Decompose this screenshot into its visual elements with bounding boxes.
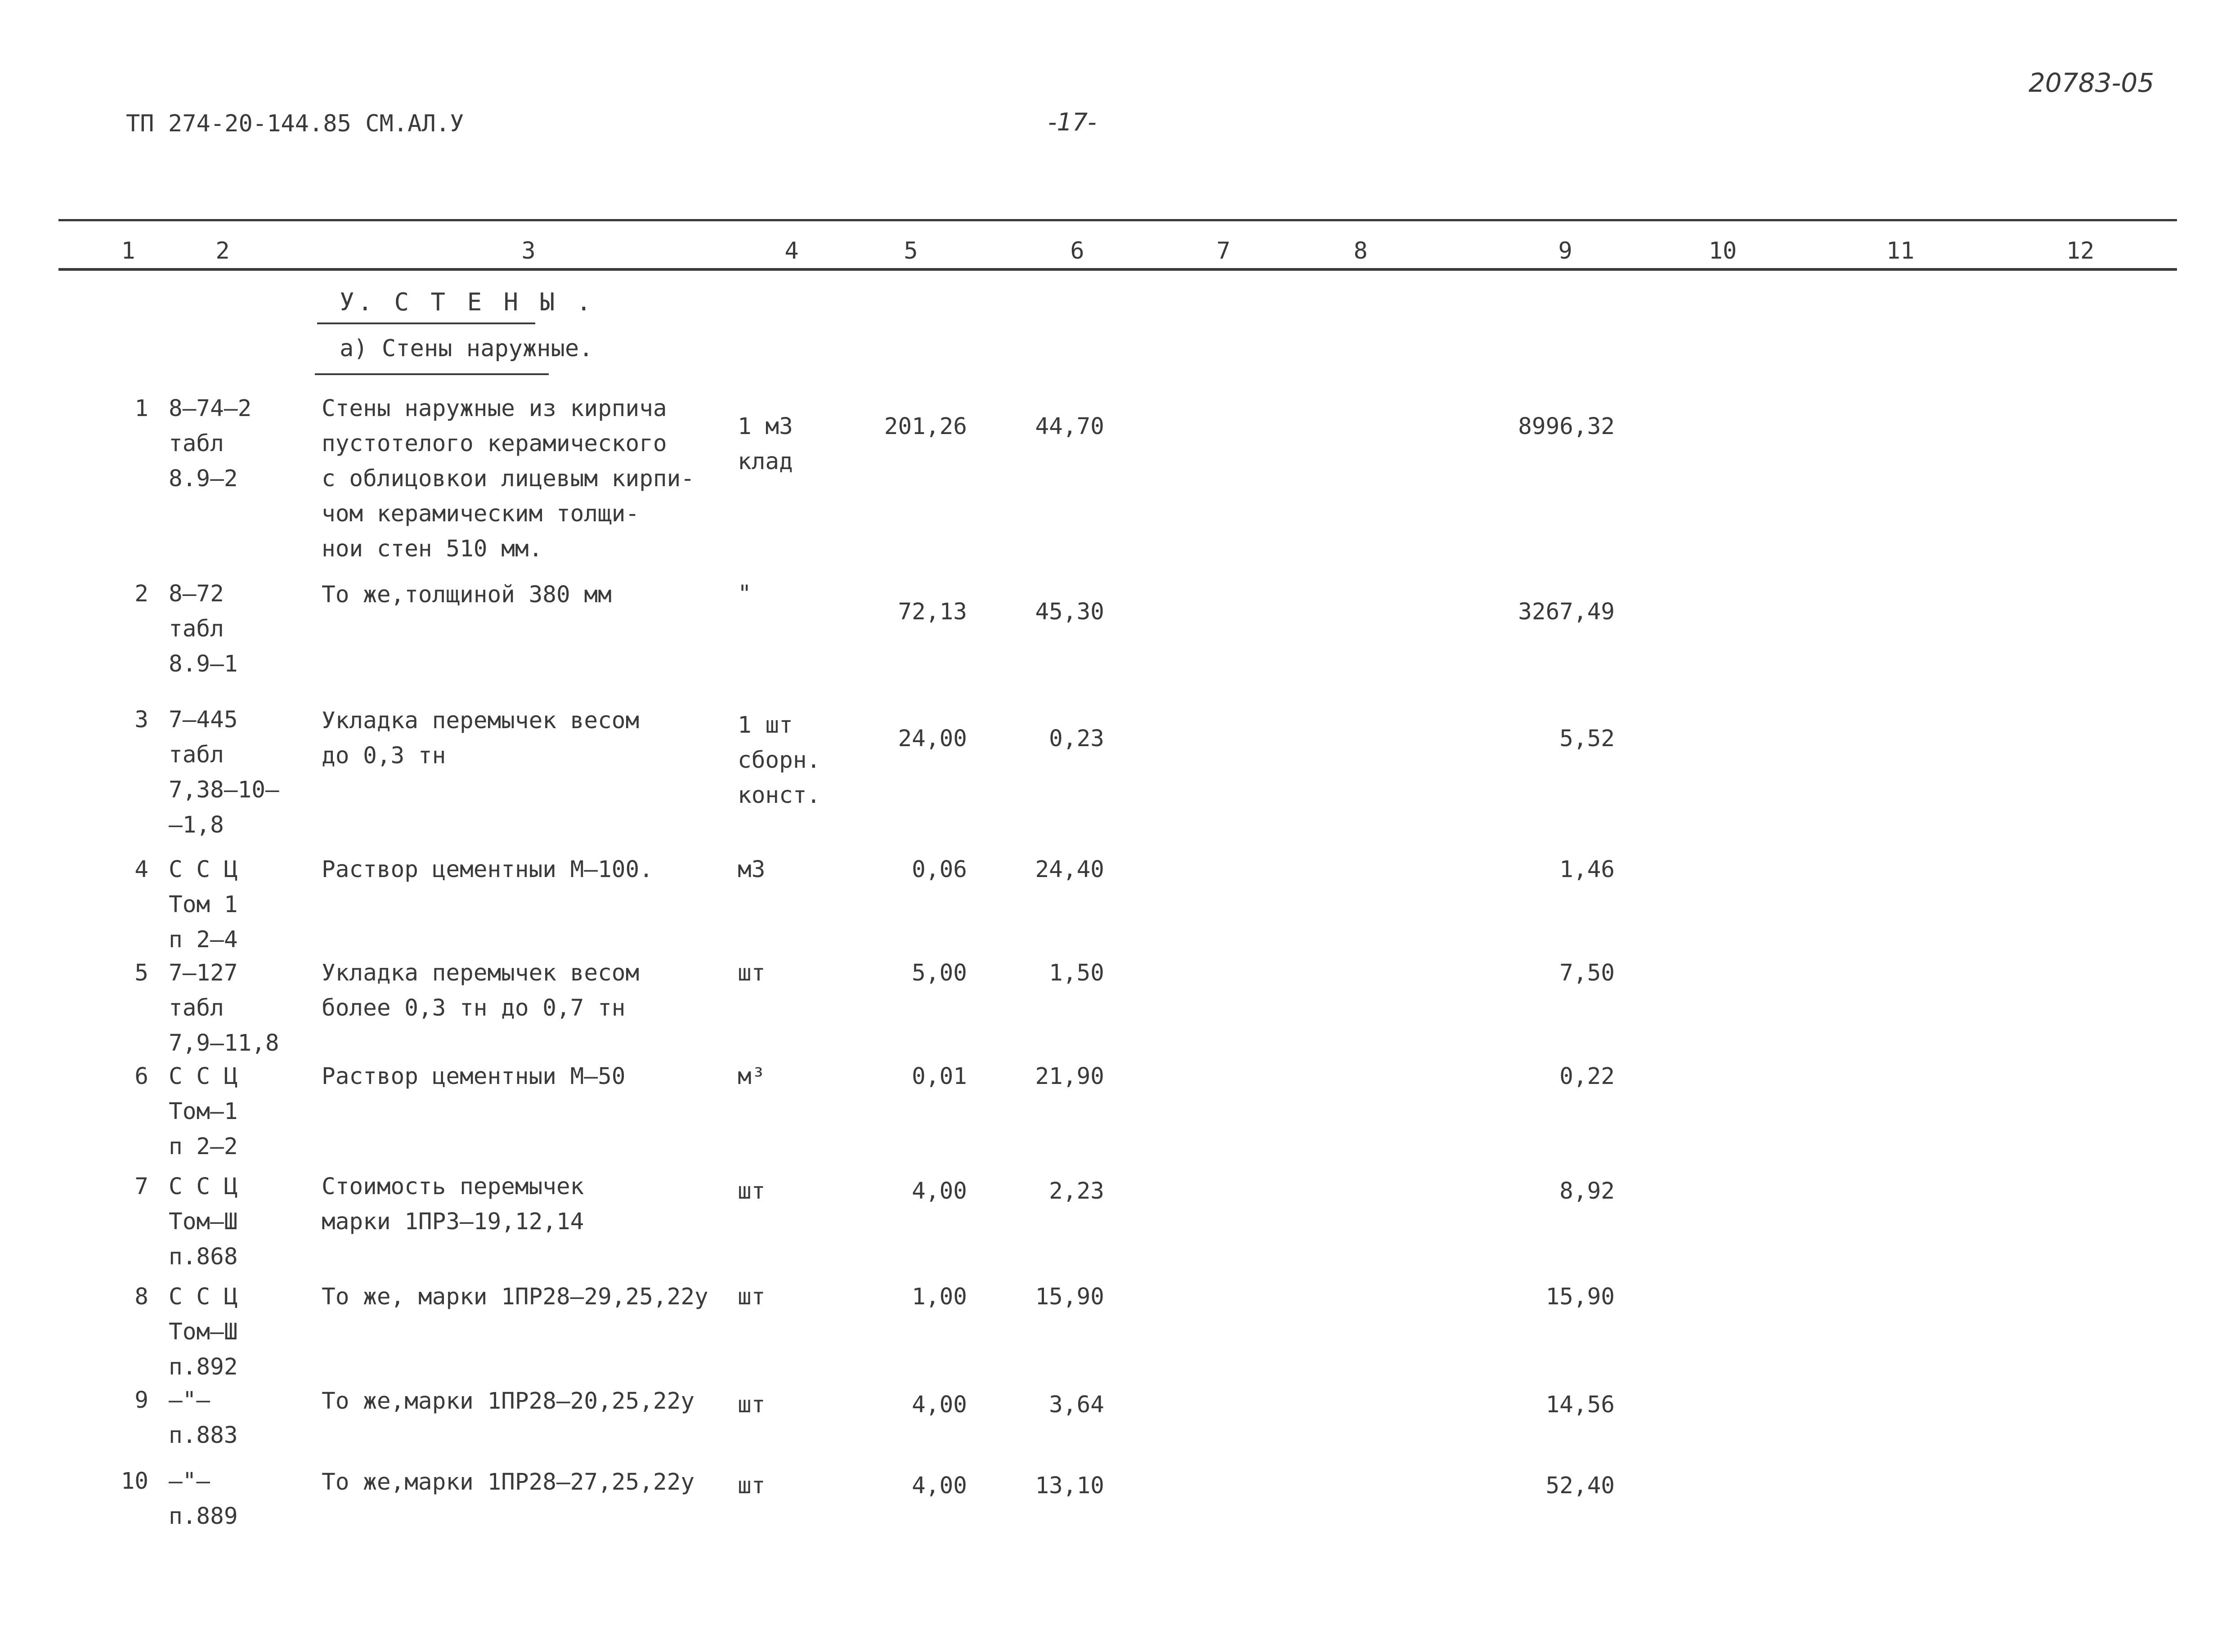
rate-code [169, 1169, 238, 1275]
work-description-line: марки 1ПР3–19,12,14 [322, 1209, 584, 1235]
row-number: 4 [134, 856, 148, 883]
column-number: 11 [1886, 237, 1915, 264]
work-description [322, 1059, 626, 1094]
unit [738, 1388, 765, 1423]
quantity: 1,00 [912, 1284, 967, 1310]
rate-code-line: С С Ц [169, 1284, 238, 1310]
unit-line: конст. [738, 782, 821, 809]
work-description-line: Укладка перемычек весом [322, 707, 640, 734]
unit [738, 409, 793, 479]
unit-price: 0,23 [1049, 725, 1104, 752]
unit-price: 21,90 [1035, 1063, 1104, 1090]
unit-price: 3,64 [1049, 1392, 1104, 1418]
column-number: 5 [904, 237, 918, 264]
work-description-line: Стены наружные из кирпича [322, 395, 667, 422]
rate-code-line: С С Ц [169, 1173, 238, 1200]
quantity: 24,00 [898, 725, 967, 752]
section-title: У. С Т Е Н Ы . [340, 288, 595, 316]
rate-code-line: Том–Ш [169, 1209, 238, 1235]
unit-price: 45,30 [1035, 599, 1104, 625]
rate-code-line: п 2–4 [169, 927, 238, 953]
work-description [322, 1384, 694, 1419]
rate-code-line: Том–Ш [169, 1319, 238, 1345]
work-description [322, 578, 612, 613]
unit [738, 1468, 765, 1504]
rate-code-line: п.892 [169, 1354, 238, 1380]
total-cost: 15,90 [1545, 1284, 1615, 1310]
rate-code-line: 7,9–11,8 [169, 1030, 279, 1057]
column-number: 4 [784, 237, 799, 264]
total-cost: 1,46 [1559, 856, 1615, 883]
row-number: 6 [134, 1063, 148, 1090]
rate-code [169, 1383, 238, 1453]
work-description-line: То же,марки 1ПР28–27,25,22у [322, 1469, 695, 1495]
rate-code-line: 8–72 [169, 581, 224, 607]
rate-code-line: 8–74–2 [169, 395, 252, 422]
section-title-underline [317, 322, 535, 324]
work-description-line: до 0,3 тн [322, 743, 446, 769]
rate-code [169, 703, 279, 843]
work-description-line: пустотелого керамического [322, 430, 667, 457]
rate-code-line: 7–127 [169, 960, 238, 986]
quantity: 201,26 [884, 413, 967, 440]
rate-code-line: 8.9–2 [169, 466, 238, 492]
work-description [322, 703, 639, 774]
quantity: 4,00 [912, 1178, 967, 1204]
column-number: 10 [1708, 237, 1737, 264]
quantity: 0,01 [912, 1063, 967, 1090]
unit-line: " [738, 581, 752, 607]
quantity: 0,06 [912, 856, 967, 883]
table-header-rule [58, 268, 2177, 271]
unit-price: 24,40 [1035, 856, 1104, 883]
rate-code [169, 1280, 238, 1385]
unit-line: шт [738, 1284, 766, 1310]
rate-code [169, 852, 238, 958]
row-number: 5 [134, 960, 148, 986]
row-number: 9 [134, 1387, 148, 1414]
unit-line: сборн. [738, 747, 821, 774]
work-description-line: Раствор цементныи М–50 [322, 1063, 626, 1090]
section-subtitle-underline [315, 373, 549, 375]
row-number: 8 [134, 1284, 148, 1310]
total-cost: 7,50 [1559, 960, 1615, 986]
work-description-line: Раствор цементныи М–100. [322, 856, 653, 883]
work-description [322, 1169, 584, 1240]
rate-code-line: п.889 [169, 1503, 238, 1530]
rate-code-line: –1,8 [169, 812, 224, 838]
row-number: 10 [121, 1468, 148, 1495]
column-number: 2 [215, 237, 230, 264]
unit-line: шт [738, 1178, 766, 1204]
unit-line: шт [738, 960, 766, 986]
row-number: 7 [134, 1173, 148, 1200]
unit-price: 1,50 [1049, 960, 1104, 986]
column-number: 9 [1558, 237, 1572, 264]
rate-code-line: п 2–2 [169, 1133, 238, 1160]
section-subtitle: а) Стены наружные. [340, 335, 593, 362]
unit [738, 577, 752, 612]
rate-code-line: табл [169, 616, 224, 642]
work-description-line: То же,марки 1ПР28–20,25,22у [322, 1388, 695, 1415]
unit-price: 2,23 [1049, 1178, 1104, 1204]
rate-code-line: 7–445 [169, 707, 238, 733]
column-number: 7 [1216, 237, 1231, 264]
work-description-line: То же,толщиной 380 мм [322, 582, 612, 608]
unit-line: м³ [738, 1063, 766, 1090]
column-number: 6 [1070, 237, 1084, 264]
work-description-line: чом керамическим толщи- [322, 501, 640, 527]
work-description [322, 1465, 694, 1500]
work-description [322, 852, 653, 887]
rate-code-line: С С Ц [169, 856, 238, 883]
total-cost: 3267,49 [1518, 599, 1615, 625]
work-description-line: с облицовкои лицевым кирпи- [322, 466, 695, 492]
page-number: -17- [1048, 108, 1097, 136]
rate-code-line: С С Ц [169, 1063, 238, 1090]
unit [738, 1280, 765, 1315]
unit [738, 1174, 765, 1209]
rate-code-line: табл [169, 995, 224, 1021]
total-cost: 5,52 [1559, 725, 1615, 752]
unit-line: 1 шт [738, 712, 793, 739]
work-description-line: более 0,3 тн до 0,7 тн [322, 995, 626, 1021]
table-top-rule [58, 219, 2177, 221]
unit-line: м3 [738, 856, 766, 883]
rate-code-line: п.883 [169, 1422, 238, 1449]
unit-line: клад [738, 448, 793, 475]
work-description [322, 391, 694, 567]
rate-code [169, 577, 238, 682]
rate-code-line: табл [169, 430, 224, 457]
document-code: ТП 274-20-144.85 СМ.АЛ.У [126, 110, 464, 137]
unit-price: 15,90 [1035, 1284, 1104, 1310]
rate-code-line: –"– [169, 1387, 211, 1414]
total-cost: 14,56 [1545, 1392, 1615, 1418]
unit-price: 13,10 [1035, 1473, 1104, 1499]
row-number: 2 [134, 581, 148, 607]
work-description-line: Стоимость перемычек [322, 1173, 584, 1200]
rate-code [169, 1464, 238, 1534]
row-number: 3 [134, 707, 148, 733]
column-number: 12 [2066, 237, 2095, 264]
unit [738, 852, 765, 887]
total-cost: 8,92 [1559, 1178, 1615, 1204]
rate-code [169, 1059, 238, 1164]
rate-code-line: п.868 [169, 1244, 238, 1270]
column-number: 8 [1353, 237, 1368, 264]
rate-code [169, 956, 279, 1061]
row-number: 1 [134, 395, 148, 422]
rate-code-line: 8.9–1 [169, 651, 238, 677]
quantity: 5,00 [912, 960, 967, 986]
total-cost: 0,22 [1559, 1063, 1615, 1090]
unit-price: 44,70 [1035, 413, 1104, 440]
work-description-line: нои стен 510 мм. [322, 536, 543, 562]
rate-code-line: –"– [169, 1468, 211, 1495]
quantity: 72,13 [898, 599, 967, 625]
rate-code-line: Том 1 [169, 891, 238, 918]
unit-line: шт [738, 1473, 766, 1499]
quantity: 4,00 [912, 1473, 967, 1499]
rate-code-line: 7,38–10– [169, 777, 279, 803]
unit [738, 956, 765, 991]
rate-code [169, 391, 251, 497]
work-description-line: Укладка перемычек весом [322, 960, 640, 986]
column-number: 1 [121, 237, 135, 264]
work-description-line: То же, марки 1ПР28–29,25,22у [322, 1284, 708, 1310]
column-number: 3 [521, 237, 536, 264]
work-description [322, 1280, 708, 1315]
total-cost: 8996,32 [1518, 413, 1615, 440]
rate-code-line: табл [169, 742, 224, 768]
unit-line: шт [738, 1392, 766, 1418]
work-description [322, 956, 639, 1026]
total-cost: 52,40 [1545, 1473, 1615, 1499]
unit [738, 1059, 765, 1094]
archive-number: 20783-05 [2029, 67, 2154, 98]
unit [738, 708, 820, 813]
quantity: 4,00 [912, 1392, 967, 1418]
rate-code-line: Том–1 [169, 1098, 238, 1125]
unit-line: 1 м3 [738, 413, 793, 440]
